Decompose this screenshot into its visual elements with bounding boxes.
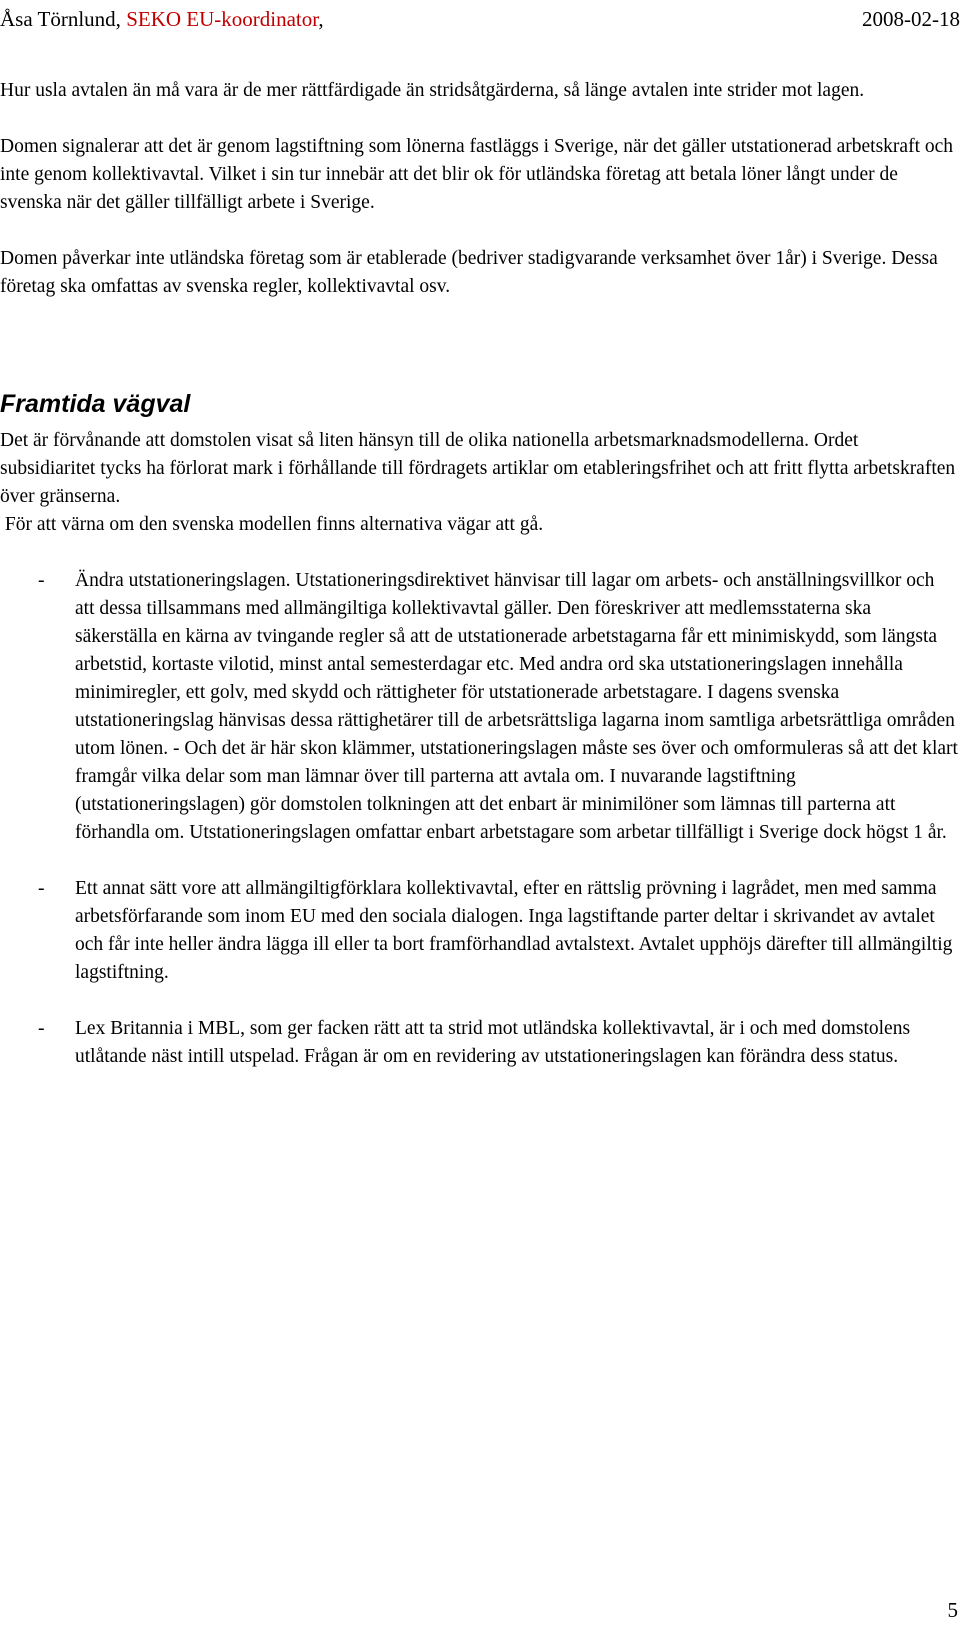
list-item-text: Ändra utstationeringslagen. Utstationeringsdirektivet hänvisar till lagar om arbets- och anställningsvillkor och att dessa tillsammans med allmängiltiga kollektivavtal gäller. Den föreskriver att medlemsstaterna ska säkerställa en kärna av tvingande regler så att de utstationerade arbetstagarna får ett minimiskydd, som längsta arbetstid, kortaste vilotid, minst antal semesterdagar etc. Med andra ord ska utstationeringslagen innehålla minimiregler, ett golv, med skydd och rättigheter för utstationerade arbetstagare. I dagens svenska utstationeringslag hänvisas dessa rättighetärer till de arbetsrättsliga lagarna inom samtliga arbetsrättliga områden utom lönen. - Och det är här skon klämmer, utstationeringslagen måste ses över och omformuleras så att det klart framgår vilka delar som man lämnar över till parterna att avtala om. I nuvarande lagstiftning (utstationeringslagen) gör domstolen tolkningen att det enbart är minimilöner som lämnas till parterna att förhandla om. Utstationeringslagen omfattar enbart arbetstagare som arbetar tillfälligt i Sverige dock högst 1 år. xyxy=(75,570,958,843)
header-role-suffix: , xyxy=(318,7,324,31)
header-author-line xyxy=(0,4,324,34)
header-author: Åsa Törnlund, xyxy=(0,7,127,31)
list-item-text: Ett annat sätt vore att allmängiltigförklara kollektivavtal, efter en rättslig prövning i lagrådet, men med samma arbetsförfarande som inom EU med den sociala dialogen. Inga lagstiftande parter deltar i skrivandet av avtalet och får inte heller ändra lägga ill eller ta bort framförhandlad avtalstext. Avtalet upphöjs därefter till allmängiltig lagstiftning. xyxy=(75,878,953,983)
page-number: 5 xyxy=(947,1598,958,1622)
list-item xyxy=(0,567,958,847)
list-bullet: - xyxy=(38,1018,45,1039)
paragraph-1: Hur usla avtalen än må vara är de mer rättfärdigade än stridsåtgärderna, så länge avtalen inte strider mot lagen. xyxy=(0,80,865,101)
section-title: Framtida vägval xyxy=(0,390,191,418)
page-header xyxy=(0,4,960,34)
list-item xyxy=(0,875,958,987)
header-role: SEKO EU-koordinator xyxy=(126,7,319,31)
header-date: 2008-02-18 xyxy=(862,7,960,31)
list-item xyxy=(0,1015,958,1071)
section-intro: Det är förvånande att domstolen visat så liten hänsyn till de olika nationella arbetsmarknadsmodellerna. Ordet subsidiaritet tycks ha förlorat mark i förhållande till fördragets artiklar om etableringsfrihet och att fritt flytta arbetskraften över gränserna. xyxy=(0,430,956,507)
paragraph-3: Domen påverkar inte utländska företag som är etablerade (bedriver stadigvarande verksamhet över 1år) i Sverige. Dessa företag ska omfattas av svenska regler, kollektivavtal osv. xyxy=(0,248,938,297)
list-bullet: - xyxy=(38,570,45,591)
document-body xyxy=(0,77,958,1071)
list-item-text: Lex Britannia i MBL, som ger facken rätt att ta strid mot utländska kollektivavtal, är i och med domstolens utlåtande näst intill utspelad. Frågan är om en revidering av utstationeringslagen kan förändra dess status. xyxy=(75,1018,911,1067)
section-intro-2: För att värna om den svenska modellen finns alternativa vägar att gå. xyxy=(0,514,544,535)
list-bullet: - xyxy=(38,878,45,899)
paragraph-2: Domen signalerar att det är genom lagstiftning som lönerna fastläggs i Sverige, när det gäller utstationerad arbetskraft och inte genom kollektivavtal. Vilket i sin tur innebär att det blir ok för utländska företag att betala löner långt under de svenska när det gäller tillfälligt arbete i Sverige. xyxy=(0,136,954,213)
